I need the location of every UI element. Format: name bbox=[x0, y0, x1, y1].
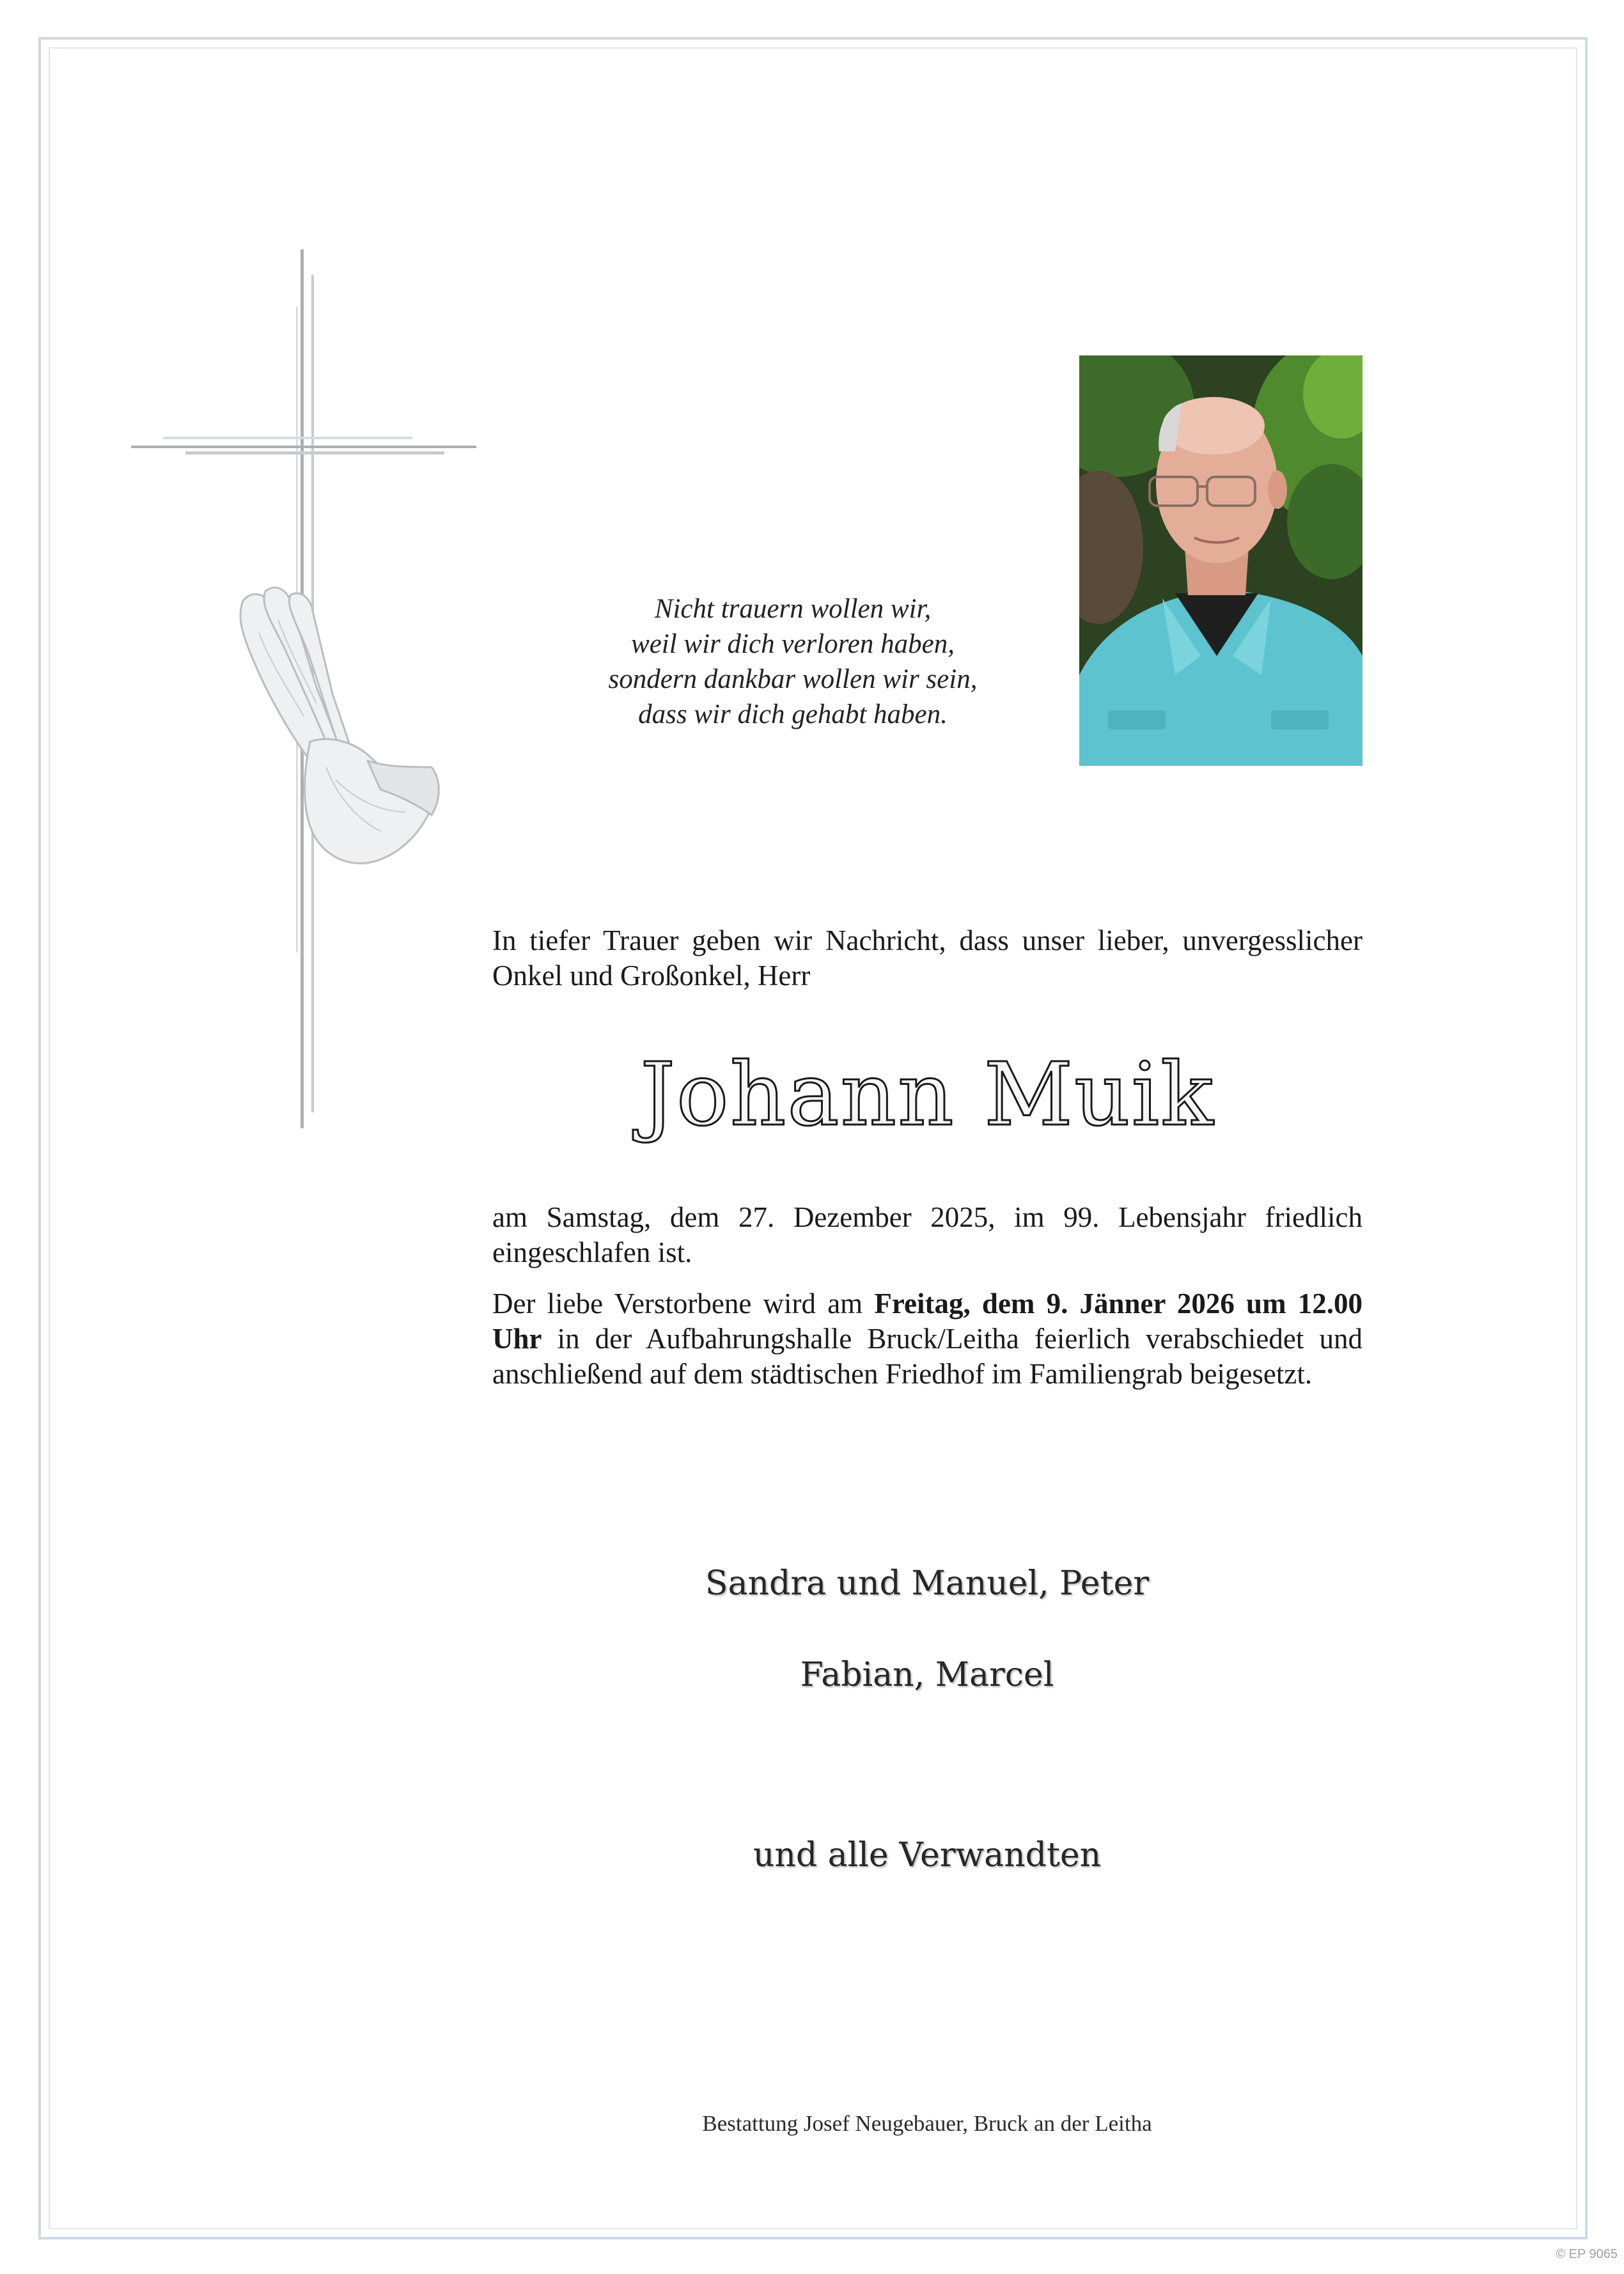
funeral-location: in der Aufbahrungshalle Bruck/Leitha feierlich verabschiedet und anschließend auf dem städtischen Friedhof im Familiengrab beigesetzt. bbox=[492, 1323, 1362, 1390]
quote-line: sondern dankbar wollen wir sein, bbox=[608, 664, 978, 694]
funeral-date: Freitag, dem 9. Jänner 2026 um 12.00 Uhr bbox=[492, 1288, 1362, 1355]
copyright-mark: © EP 9065 bbox=[1556, 2247, 1618, 2261]
memorial-quote bbox=[511, 591, 1074, 732]
funeral-details bbox=[492, 1286, 1362, 1392]
praying-hands-icon bbox=[208, 575, 464, 882]
family-line: Fabian, Marcel bbox=[800, 1656, 1054, 1694]
announcement-text: In tiefer Trauer geben wir Nachricht, dass unser lieber, unvergesslicher Onkel und Großonkel, Herr bbox=[492, 924, 1362, 992]
family-line: Sandra und Manuel, Peter bbox=[705, 1564, 1150, 1603]
deceased-name: Johann Muik bbox=[640, 1045, 1215, 1146]
undertaker-credit: Bestattung Josef Neugebauer, Bruck an der Leitha bbox=[702, 2111, 1152, 2136]
quote-line: dass wir dich gehabt haben. bbox=[638, 699, 948, 729]
portrait-photo bbox=[1079, 355, 1362, 766]
family-line: und alle Verwandten bbox=[753, 1836, 1102, 1874]
quote-line: weil wir dich verloren haben, bbox=[631, 629, 955, 659]
quote-line: Nicht trauern wollen wir, bbox=[654, 594, 932, 624]
death-text: am Samstag, dem 27. Dezember 2025, im 99. Lebensjahr friedlich eingeschlafen ist. bbox=[492, 1201, 1362, 1268]
funeral-intro: Der liebe Verstorbene wird am bbox=[492, 1288, 863, 1320]
